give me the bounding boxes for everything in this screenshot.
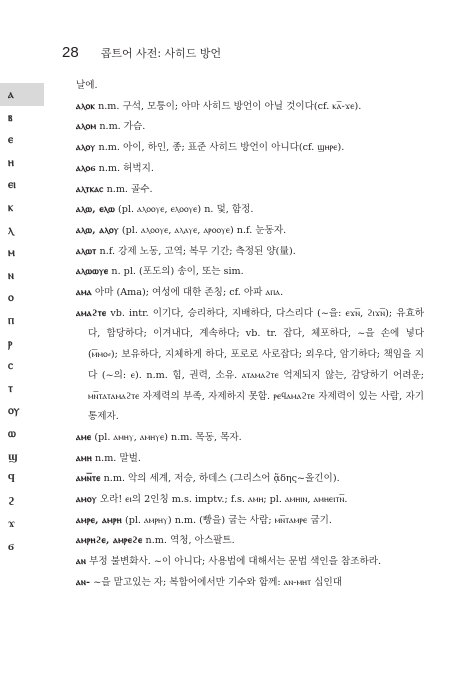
thumb-index-letter: ⲕ bbox=[8, 199, 14, 214]
entry-headword: ⲁⲙⲏ bbox=[76, 452, 92, 464]
dictionary-entry bbox=[76, 117, 424, 138]
thumb-index-letter: ⲏ bbox=[8, 154, 14, 169]
thumb-index-letter: ϥ bbox=[8, 471, 15, 486]
entry-headword: ⲁⲙⲉ bbox=[76, 431, 92, 443]
entry-headword: ⲁⲙⲣⲉ, ⲁⲙⲣⲏ bbox=[76, 514, 122, 526]
entry-definition: n.m. 악의 세계, 저승, 하데스 (그리스어 ᾅδης~올긴이). bbox=[100, 473, 340, 485]
dictionary-entry bbox=[76, 552, 424, 573]
thumb-index-letter: ⲛ bbox=[8, 267, 14, 282]
entry-definition: ~을 맡고있는 자; 복합어에서만 기수와 함께: ⲁⲛ-ⲙⲏⲧ 십인대 bbox=[90, 576, 343, 588]
entry-headword: ⲁⲙⲟⲩ bbox=[76, 494, 97, 506]
thumb-index-letter: ⲟⲩ bbox=[8, 403, 20, 418]
entry-definition: 부정 불변화사. ~이 아니다; 사용법에 대해서는 문법 색인을 참조하라. bbox=[86, 556, 382, 568]
thumb-index-letter: ⲥ bbox=[8, 358, 14, 373]
alphabet-thumb-index bbox=[0, 83, 44, 557]
dictionary-entry bbox=[76, 469, 424, 490]
entry-headword: ⲁⲙⲁ bbox=[76, 287, 92, 299]
entry-headword: ⲁⲙⲛ̅ⲧⲉ bbox=[76, 473, 101, 485]
entry-definition: n.m. 말벌. bbox=[91, 452, 141, 464]
thumb-index-letter: ⲟ bbox=[8, 290, 14, 305]
entry-definition: 오라! ⲉⲓ의 2인칭 m.s. imptv.; f.s. ⲁⲙⲏ; pl. ⲁⲙⲏⲓⲛ, ⲁⲙⲏⲉⲓⲧⲛ̅. bbox=[96, 494, 348, 506]
entry-headword: ⲁⲗⲱ, ⲉⲗⲱ bbox=[76, 204, 115, 216]
entry-definition: n. pl. (포도의) 송이, 또는 sim. bbox=[108, 266, 244, 278]
dictionary-entries bbox=[76, 76, 424, 594]
dictionary-entry bbox=[76, 283, 424, 304]
running-title: 콥트어 사전: 사히드 방언 bbox=[100, 47, 222, 60]
dictionary-entry bbox=[76, 573, 424, 594]
thumb-index-letter: ⲉⲓ bbox=[8, 177, 16, 192]
entry-definition: (pl. ⲁⲗⲟⲟⲩⲉ, ⲁⲗⲁⲩⲉ, ⲁⲣⲟⲟⲩⲉ) n.f. 눈동자. bbox=[118, 224, 287, 236]
entry-definition: (pl. ⲁⲙⲣⲏⲩ) n.m. (빵을) 굽는 사람; ⲙⲛ̅ⲧⲁⲙⲣⲉ 굽기. bbox=[121, 514, 332, 526]
entry-headword: ⲁⲙⲁϩⲧⲉ bbox=[76, 307, 107, 319]
entry-headword: ⲁⲙⲣⲏϩⲉ, ⲁⲙⲣⲉϩⲉ bbox=[76, 535, 143, 547]
thumb-index-letter: ϣ bbox=[8, 448, 18, 463]
dictionary-entry bbox=[76, 180, 424, 201]
entry-definition: n.m. 허벅지. bbox=[95, 162, 154, 174]
entry-definition: n.m. 아이, 하인, 종; 표준 사히드 방언이 아니다(cf. ϣⲏⲣⲉ). bbox=[95, 142, 345, 154]
entry-definition: n.m. 구석, 모퉁이; 아마 사히드 방언이 아닐 것이다(cf. ⲕⲁ̅-ϫⲉ). bbox=[95, 100, 362, 112]
thumb-index-letter: ⲃ bbox=[8, 109, 13, 124]
thumb-index-letter: ⲗ bbox=[8, 222, 14, 237]
entry-headword: ⲁⲗⲧⲕⲁⲥ bbox=[76, 183, 104, 195]
dictionary-entry bbox=[76, 159, 424, 180]
thumb-index-letter: ⲣ bbox=[8, 335, 13, 350]
thumb-index-letter: ϫ bbox=[8, 516, 15, 531]
entry-headword: ⲁⲛ bbox=[76, 556, 87, 568]
entry-definition: (pl. ⲁⲙⲏⲩ, ⲁⲙⲏⲩⲉ) n.m. 목동, 목자. bbox=[91, 431, 242, 443]
entry-definition: 날에. bbox=[76, 80, 98, 91]
thumb-index-letter: ϩ bbox=[8, 493, 15, 508]
entry-headword: ⲁⲗⲟⲩ bbox=[76, 142, 96, 154]
dictionary-entry bbox=[76, 242, 424, 263]
entry-headword: ⲁⲗⲱⲱⲩⲉ bbox=[76, 266, 109, 278]
dictionary-entry bbox=[76, 490, 424, 511]
page-number: 28 bbox=[62, 44, 79, 61]
thumb-index-letter: ⲙ bbox=[8, 245, 15, 260]
entry-definition: n.f. 강제 노동, 고역; 복무 기간; 측정된 양(量). bbox=[96, 245, 296, 257]
dictionary-entry bbox=[76, 531, 424, 552]
dictionary-entry bbox=[76, 304, 424, 428]
entry-headword: ⲁⲗⲟϭ bbox=[76, 162, 96, 174]
entry-headword: ⲁⲗⲟⲕ bbox=[76, 100, 96, 112]
entry-definition: n.m. 골수. bbox=[103, 183, 153, 195]
dictionary-entry bbox=[76, 511, 424, 532]
thumb-index-letter: ⲉ bbox=[8, 132, 14, 147]
entry-definition: n.m. 역청, 아스팔트. bbox=[142, 535, 235, 547]
entry-definition: vb. intr. 이기다, 승리하다, 지배하다, 다스리다 (~을: ⲉϫⲛ̅, ϩⲓϫⲛ̅); 유효하다, 합당하다; 이겨내다, 계속하다; vb. tr. 잡다, 체포하다, ~을 손에 넣다 (ⲙ̅ⲙⲟ⸗); 보유하다, 지체하게 하다, 포로로 사로잡다; 외우다, 암기하다; 책임을 지다 (~의: ⲉ). n.m. 힘, 권력, 소유. ⲁⲧⲁⲙⲁϩⲧⲉ 억제되지 않는, 감당하기 어려운; ⲙⲛ̅ⲧⲁⲧⲁⲙⲁϩⲧⲉ 자제력의 부족, 자제하지 못함. ⲣⲉϥⲁⲙⲁϩⲧⲉ 자제력이 있는 사람, 자기 통제자. bbox=[88, 307, 424, 423]
page-header bbox=[62, 44, 221, 64]
dictionary-entry bbox=[76, 262, 424, 283]
dictionary-entry bbox=[76, 76, 424, 97]
entry-headword: ⲁⲗⲟⲙ bbox=[76, 121, 97, 133]
dictionary-entry bbox=[76, 428, 424, 449]
dictionary-entry bbox=[76, 221, 424, 242]
thumb-index-letter: ⲁ bbox=[0, 83, 44, 106]
entry-headword: ⲁⲗⲱ, ⲁⲗⲟⲩ bbox=[76, 224, 119, 236]
entry-headword: ⲁⲗⲱⲧ bbox=[76, 245, 97, 257]
entry-definition: n.m. 가슴. bbox=[96, 121, 146, 133]
thumb-index-letter: ⲡ bbox=[8, 312, 15, 327]
thumb-index-letter: ϭ bbox=[8, 538, 14, 553]
dictionary-entry bbox=[76, 138, 424, 159]
dictionary-entry bbox=[76, 97, 424, 118]
dictionary-entry bbox=[76, 449, 424, 470]
thumb-index-letter: ⲧ bbox=[8, 380, 13, 395]
entry-headword: ⲁⲛ- bbox=[76, 576, 91, 588]
entry-definition: 아마 (Ama); 여성에 대한 존칭; cf. 아파 ⲁⲡⲁ. bbox=[91, 287, 284, 299]
dictionary-entry bbox=[76, 200, 424, 221]
entry-definition: (pl. ⲁⲗⲟⲟⲩⲉ, ⲉⲗⲟⲟⲩⲉ) n. 덫, 함정. bbox=[114, 204, 254, 216]
thumb-index-letter: ⲱ bbox=[8, 425, 16, 440]
